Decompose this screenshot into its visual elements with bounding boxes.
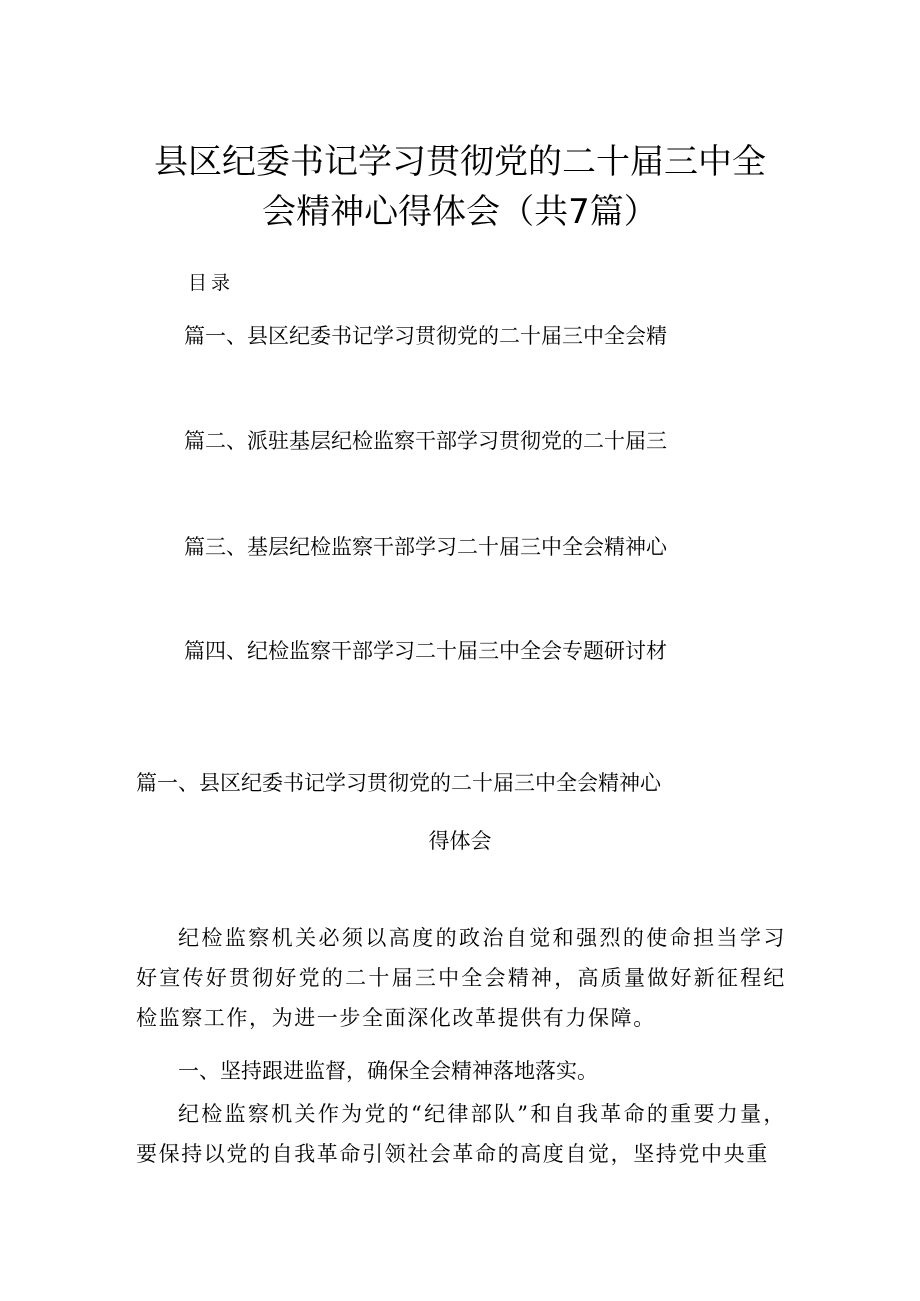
section-title-line-2: 得体会: [428, 829, 492, 853]
body-paragraph-2: 纪检监察机关作为党的“纪律部队”和自我革命的重要力量，要保持以党的自我革命引领社会革命的高度自觉，坚持党中央重: [136, 1102, 786, 1166]
toc-item-2: 篇二、派驻基层纪检监察干部学习贯彻党的二十届三: [184, 429, 667, 453]
toc-item-1: 篇一、县区纪委书记学习贯彻党的二十届三中全会精: [184, 324, 667, 348]
document-title-line-2: 会精神心得体会（共7篇）: [262, 192, 658, 232]
body-paragraph-1: 纪检监察机关必须以高度的政治自觉和强烈的使命担当学习好宣传好贯彻好党的二十届三中全会精神，高质量做好新征程纪检监察工作，为进一步全面深化改革提供有力保障。: [136, 926, 786, 1030]
section-title-line-1: 篇一、县区纪委书记学习贯彻党的二十届三中全会精神心: [136, 771, 661, 795]
section-heading-1: 一、坚持跟进监督，确保全会精神落地落实。: [178, 1059, 598, 1083]
toc-item-3: 篇三、基层纪检监察干部学习二十届三中全会精神心: [184, 535, 667, 559]
toc-label: 目录: [188, 272, 235, 294]
toc-item-4: 篇四、纪检监察干部学习二十届三中全会专题研讨材: [184, 639, 667, 663]
document-title-line-1: 县区纪委书记学习贯彻党的二十届三中全: [154, 142, 766, 182]
